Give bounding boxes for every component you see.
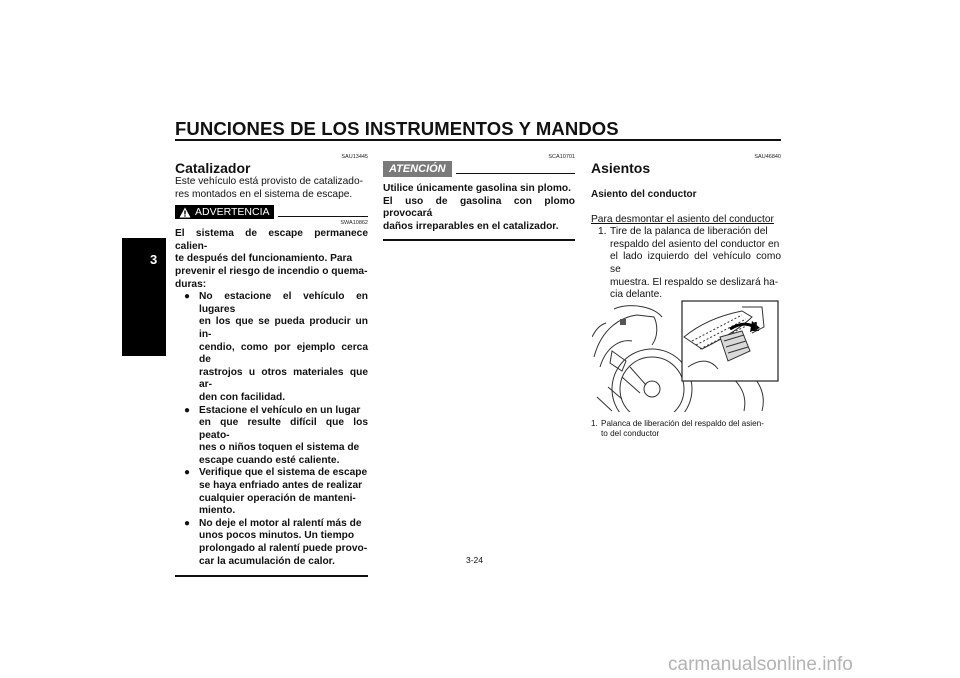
warning-line: duras:	[175, 278, 207, 290]
section-title-catalyst: Catalizador	[175, 160, 251, 176]
bullet-line: cualquier operación de manteni-	[199, 492, 356, 504]
notice-badge: ATENCIÓN	[383, 161, 452, 177]
catalyst-intro	[175, 176, 368, 201]
figure-callout-1: 1	[752, 319, 760, 334]
bullet-line: rastrojos u otros materiales que ar-	[199, 366, 368, 391]
catalyst-section	[175, 154, 368, 577]
intro-line: res montados en el sistema de escape.	[175, 188, 353, 200]
step-number: 1.	[598, 226, 607, 238]
step-line: cia delante.	[610, 289, 663, 301]
caption-line: Palanca de liberación del respaldo del asien-	[601, 419, 764, 428]
step-text	[610, 226, 781, 302]
bullet-line: prolongado al ralentí puede provo-	[199, 543, 368, 555]
bullet-line: Estacione el vehículo en un lugar	[199, 404, 361, 416]
warning-line: El sistema de escape permanece calien-	[175, 228, 368, 252]
bullet-line: en los que se pueda producir un in-	[199, 316, 368, 340]
caption-number: 1.	[591, 419, 598, 428]
bullet-item	[175, 518, 368, 568]
bullet-item	[175, 467, 368, 517]
seat-release-figure	[592, 297, 780, 412]
intro-line: Este vehículo está provisto de catalizado-	[175, 176, 364, 187]
notice-text	[383, 183, 575, 233]
bullet-item	[175, 291, 368, 404]
warning-line: te después del funcionamiento. Para	[175, 253, 353, 265]
bullet-line: car la acumulación de calor.	[199, 555, 335, 567]
warning-line: prevenir el riesgo de incendio o quema-	[175, 265, 368, 277]
warning-triangle-icon	[179, 207, 191, 218]
warning-bullet-list	[175, 291, 368, 568]
watermark[interactable]: carmanualsonline.info	[668, 654, 853, 675]
warning-rule	[278, 216, 369, 217]
notice-line: daños irreparables en el catalizador.	[383, 220, 559, 232]
notice-line: Utilice únicamente gasolina sin plomo.	[383, 183, 571, 194]
warning-badge	[175, 205, 274, 219]
title-rule	[175, 139, 781, 141]
section-title-seats: Asientos	[591, 160, 651, 176]
notice-line: El uso de gasolina con plomo provocará	[383, 195, 575, 220]
caption-line: to del conductor	[601, 429, 660, 438]
removal-heading: Para desmontar el asiento del conductor	[591, 213, 774, 225]
notice-code: SCA10701	[548, 154, 575, 160]
page-number: 3-24	[466, 555, 484, 565]
section-code: SAU13445	[341, 154, 368, 160]
bullet-line: No deje el motor al ralentí más de	[199, 517, 362, 529]
bullet-line: unos pocos minutos. Un tiempo	[199, 530, 355, 542]
notice-rule	[456, 173, 575, 174]
bullet-dot-icon: ●	[184, 517, 191, 529]
bullet-line: se haya enfriado antes de realizar	[199, 480, 363, 492]
bullet-line: nes o niños toquen el sistema de	[199, 442, 360, 454]
step-line: muestra. El respaldo se deslizará ha-	[610, 276, 779, 288]
motorcycle-seat-illustration	[592, 297, 780, 412]
bullet-line: den con facilidad.	[199, 391, 286, 403]
bullet-line: escape cuando esté caliente.	[199, 454, 340, 466]
bullet-line: miento.	[199, 505, 236, 517]
notice-header	[383, 161, 575, 177]
step-1	[591, 226, 781, 302]
bullet-line: cendio, como por ejemplo cerca de	[199, 341, 368, 366]
rider-seat-subtitle: Asiento del conductor	[591, 189, 697, 200]
seats-section	[591, 154, 781, 302]
bullet-dot-icon: ●	[184, 467, 191, 479]
chapter-tab	[122, 238, 166, 356]
step-line: respaldo del asiento del conductor en	[610, 238, 780, 250]
chapter-tab-number: 3	[150, 252, 158, 267]
warning-label: ADVERTENCIA	[195, 206, 270, 219]
step-line: Tire de la palanca de liberación del	[610, 226, 768, 238]
warning-code: SWA10862	[340, 220, 368, 227]
bullet-line: en que resulte difícil que los peato-	[199, 417, 368, 441]
notice-end-rule	[383, 239, 575, 241]
bullet-dot-icon: ●	[184, 404, 191, 416]
seats-code: SAU46840	[754, 154, 781, 160]
warning-header	[175, 205, 368, 219]
warning-end-rule	[175, 575, 368, 577]
step-line: el lado izquierdo del vehículo como se	[610, 251, 781, 275]
notice-section	[383, 154, 575, 241]
bullet-item	[175, 405, 368, 468]
page-title: FUNCIONES DE LOS INSTRUMENTOS Y MANDOS	[175, 118, 619, 139]
bullet-line: Verifique que el sistema de escape	[199, 467, 368, 479]
bullet-line: No estacione el vehículo en lugares	[199, 291, 368, 315]
bullet-dot-icon: ●	[184, 291, 191, 303]
figure-caption	[591, 419, 783, 439]
warning-text	[175, 228, 368, 291]
